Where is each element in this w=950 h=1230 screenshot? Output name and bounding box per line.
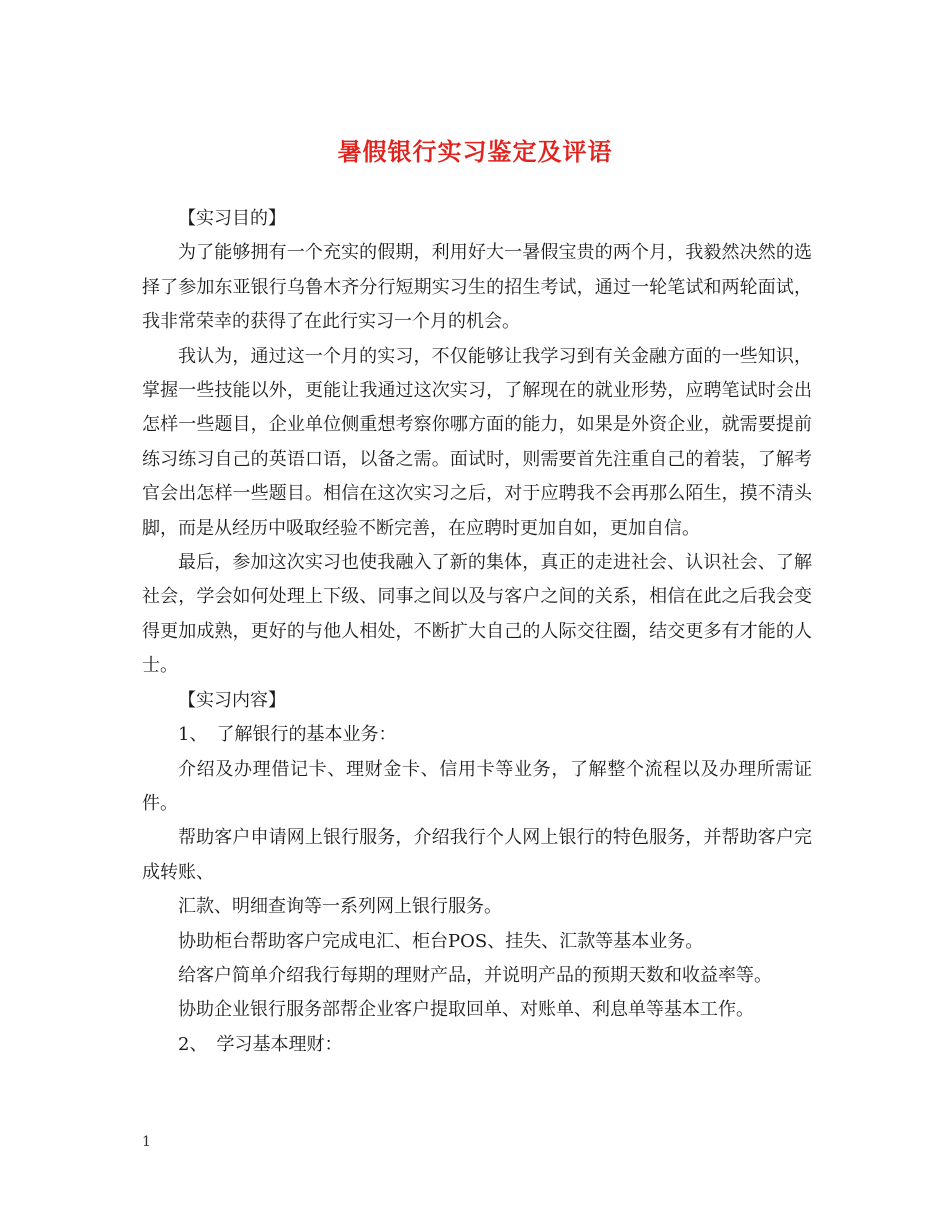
section-heading-purpose: 【实习目的】	[178, 208, 286, 229]
document-body	[142, 202, 812, 1062]
paragraph: 帮助客户申请网上银行服务，介绍我行个人网上银行的特色服务，并帮助客户完成转账、	[142, 827, 812, 883]
paragraph: 协助企业银行服务部帮企业客户提取回单、对账单、利息单等基本工作。	[178, 999, 754, 1021]
paragraph: 最后，参加这次实习也使我融入了新的集体，真正的走进社会、认识社会、了解社会，学会如何处理上下级、同事之间以及与客户之间的关系，相信在此之后我会变得更加成熟，更好的与他人相处，不断扩大自己的人际交往圈，结交更多有才能的人士。	[142, 552, 812, 677]
paragraph: 我认为，通过这一个月的实习，不仅能够让我学习到有关金融方面的一些知识，掌握一些技能以外，更能让我通过这次实习，了解现在的就业形势，应聘笔试时会出怎样一些题目，企业单位侧重想考察你哪方面的能力，如果是外资企业，就需要提前练习练习自己的英语口语，以备之需。面试时，则需要首先注重自己的着装，了解考官会出怎样一些题目。相信在这次实习之后，对于应聘我不会再那么陌生，摸不清头脚，而是从经历中吸取经验不断完善，在应聘时更加自如，更加自信。	[142, 345, 812, 539]
paragraph: 协助柜台帮助客户完成电汇、柜台POS、挂失、汇款等基本业务。	[178, 930, 704, 952]
page-number: 1	[142, 1134, 151, 1150]
section-heading-content: 【实习内容】	[178, 689, 286, 711]
list-item-heading: 2、 学习基本理财：	[178, 1033, 343, 1055]
paragraph: 汇款、明细查询等一系列网上银行服务。	[178, 896, 502, 918]
paragraph: 给客户简单介绍我行每期的理财产品，并说明产品的预期天数和收益率等。	[178, 964, 772, 986]
list-item-heading: 1、 了解银行的基本业务：	[178, 724, 397, 746]
paragraph: 为了能够拥有一个充实的假期，利用好大一暑假宝贵的两个月，我毅然决然的选择了参加东亚银行乌鲁木齐分行短期实习生的招生考试，通过一轮笔试和两轮面试，我非常荣幸的获得了在此行实习一个月的机会。	[142, 242, 812, 333]
document-title: 暑假银行实习鉴定及评语	[337, 137, 613, 166]
paragraph: 介绍及办理借记卡、理财金卡、信用卡等业务，了解整个流程以及办理所需证件。	[142, 758, 812, 814]
